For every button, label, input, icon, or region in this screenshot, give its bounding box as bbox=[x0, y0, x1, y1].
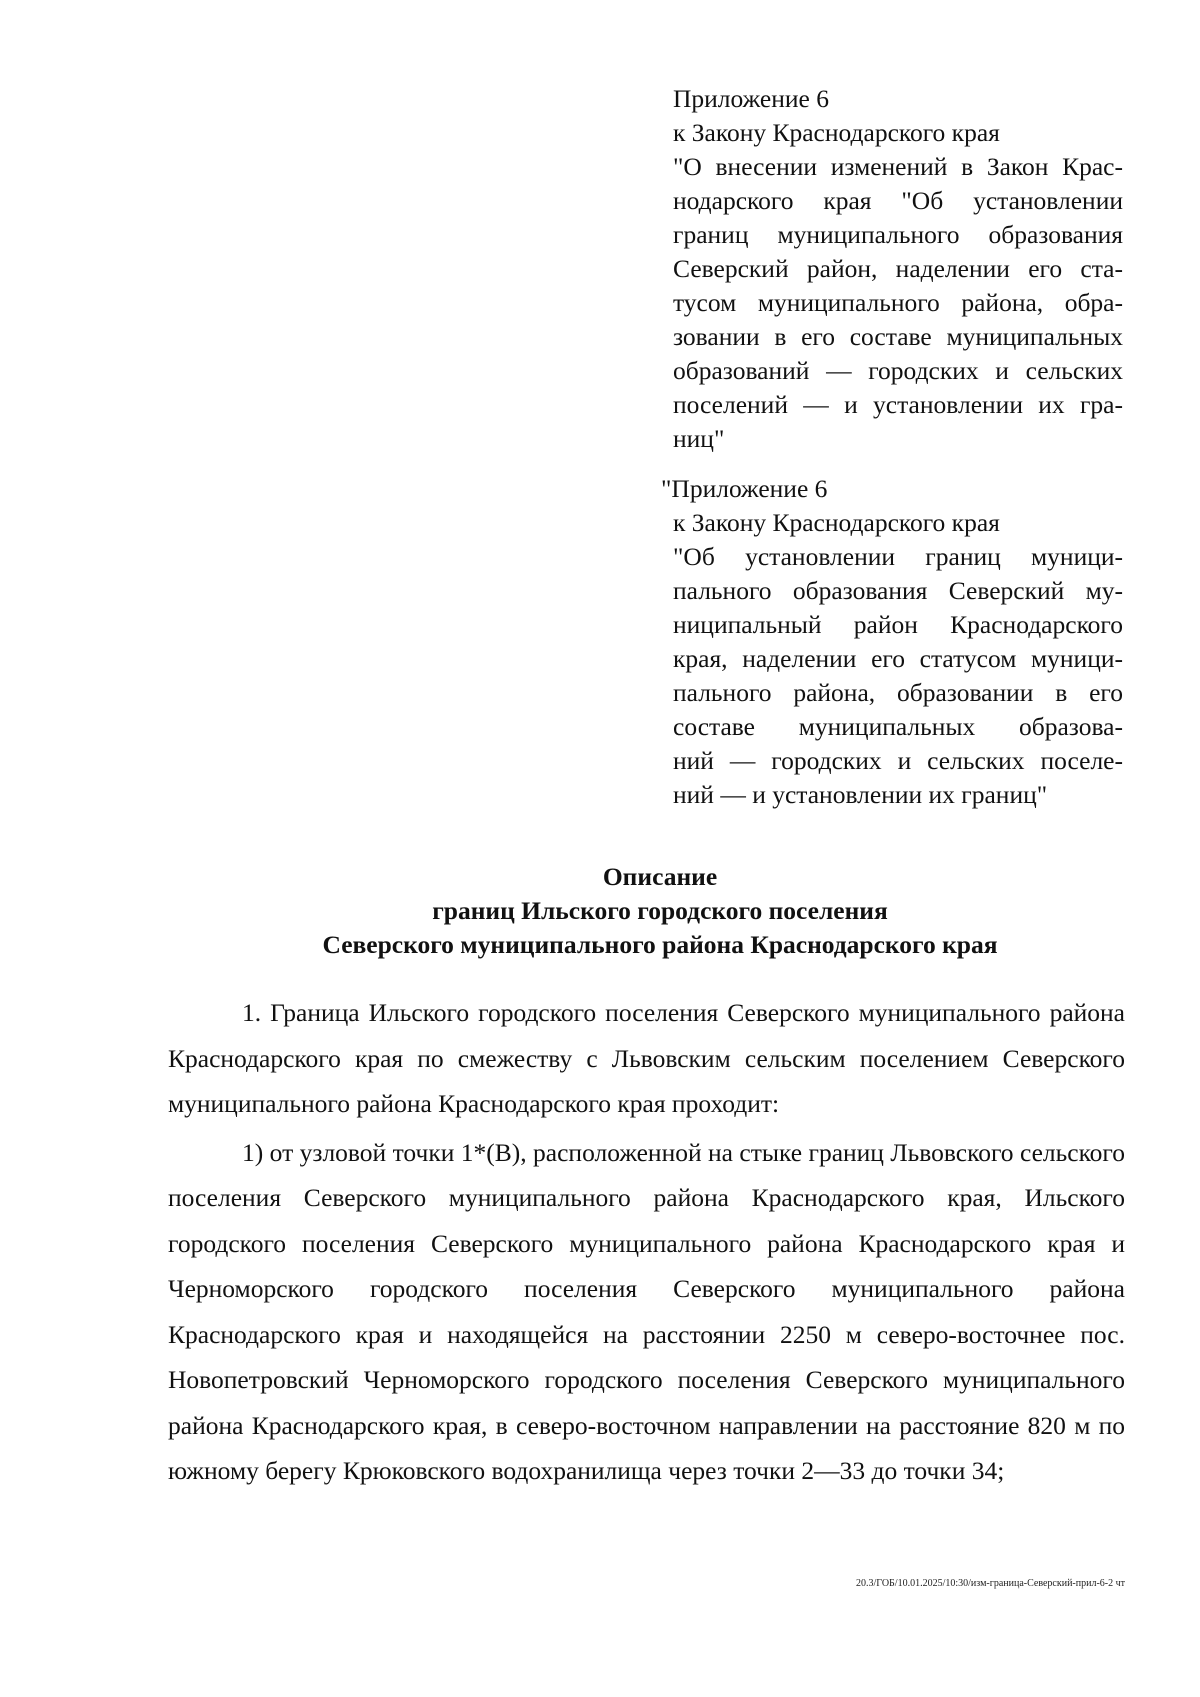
annex-line: составе муниципальных образова- bbox=[673, 712, 1123, 741]
footer-document-code: 20.3/ГОБ/10.01.2025/10:30/изм-граница-Северский-прил-6-2 чт bbox=[856, 1578, 1125, 1589]
annex-line: "Приложение 6 bbox=[661, 474, 828, 503]
annex-line: ний — и установлении их границ" bbox=[673, 780, 1048, 809]
annex-line: образований — городских и сельских bbox=[673, 356, 1123, 385]
annex-header-original bbox=[661, 472, 1123, 812]
annex-line: "Об установлении границ муници- bbox=[673, 542, 1123, 571]
annex-line: ниципальный район Краснодарского bbox=[673, 610, 1123, 639]
annex-line: Северский район, наделении его ста- bbox=[673, 254, 1123, 283]
document-title bbox=[160, 860, 1160, 962]
annex-line: ний — городских и сельских поселе- bbox=[673, 746, 1123, 775]
paragraph-1: 1. Граница Ильского городского поселения Северского муниципального района Краснодарского края по смежеству с Львовским сельским поселением Северского муниципального района Краснодарского края проходит: bbox=[168, 998, 1125, 1118]
annex-line: ниц" bbox=[673, 424, 725, 453]
annex-header-amendment bbox=[673, 82, 1123, 456]
title-line: Описание bbox=[602, 862, 718, 891]
paragraph-1-1: 1) от узловой точки 1*(В), расположенной на стыке границ Львовского сельского поселения Северского муниципального района Краснодарского края, Ильского городского поселения Северского муниципального района Краснодарского края и Черноморского городского поселения Северского муниципального района Краснодарского края и находящейся на расстоянии 2250 м северо-восточнее пос. Новопетровский Черноморского городского поселения Северского муниципального района Краснодарского края, в северо-восточном направлении на расстояние 820 м по южному берегу Крюковского водохранилища через точки 2—33 до точки 34; bbox=[168, 1137, 1125, 1485]
annex-line: к Закону Краснодарского края bbox=[673, 118, 1000, 147]
annex-line: Приложение 6 bbox=[673, 84, 829, 113]
document-body bbox=[168, 990, 1125, 1497]
annex-line: края, наделении его статусом муници- bbox=[673, 644, 1123, 673]
title-line: Северского муниципального района Краснодарского края bbox=[322, 930, 998, 959]
annex-line: пального образования Северский му- bbox=[673, 576, 1123, 605]
annex-line: к Закону Краснодарского края bbox=[673, 508, 1000, 537]
annex-line: поселений — и установлении их гра- bbox=[673, 390, 1123, 419]
annex-line: тусом муниципального района, обра- bbox=[673, 288, 1123, 317]
annex-line: пального района, образовании в его bbox=[673, 678, 1123, 707]
annex-line: нодарского края "Об установлении bbox=[673, 186, 1123, 215]
annex-line: "О внесении изменений в Закон Крас- bbox=[673, 152, 1123, 181]
title-line: границ Ильского городского поселения bbox=[432, 896, 888, 925]
annex-line: границ муниципального образования bbox=[673, 220, 1123, 249]
annex-line: зовании в его составе муниципальных bbox=[673, 322, 1123, 351]
